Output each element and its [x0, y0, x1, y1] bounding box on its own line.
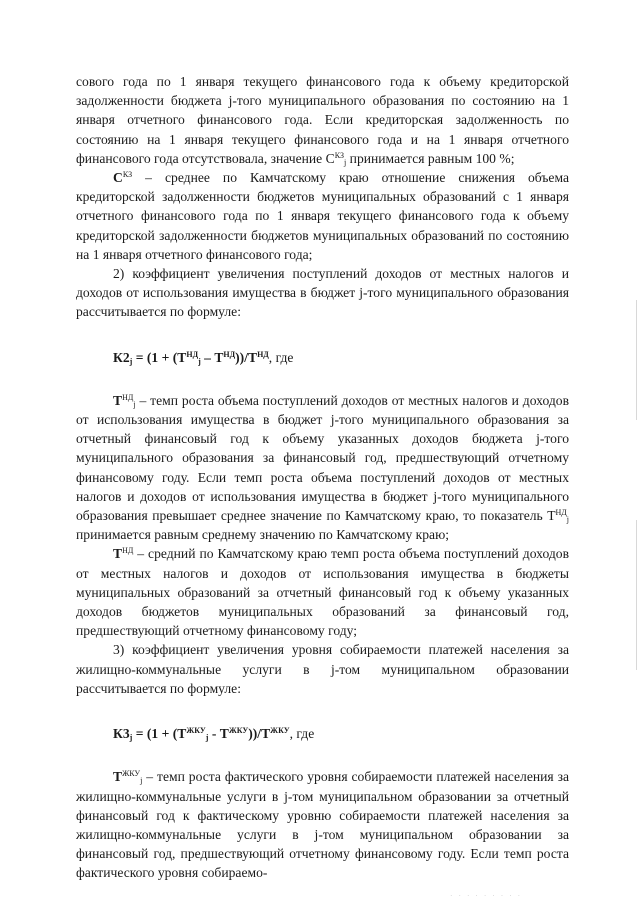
paragraph-1-text: сового года по 1 января текущего финансового года к объему кредиторской задолженности бюджета j-того муниципального образования по состоянию на 1 января отчетного финансового года. Если кредиторская задолженность по состоянию на 1 января текущего финансового года и на 1 января отчетного финансового года отсутствовала, значение С [76, 74, 569, 166]
formula-k3 [113, 724, 569, 743]
formula-k3-sup1: ЖКУ [186, 726, 206, 736]
formula-k2-minus: – Т [200, 349, 224, 365]
paragraph-4-text2: принимается равным среднему значению по Камчатскому краю; [76, 527, 450, 543]
paragraph-5-text: – средний по Камчатскому краю темп роста объема поступлений доходов от местных налогов и доходов от использования имущества в бюджеты муниципальных образований за отчетный финансовый год к объему указанных доходов бюджетов муниципальных образований за финансовый год, предшествующий отчетному финансовому году; [76, 546, 569, 639]
paragraph-2 [76, 168, 569, 264]
symbol-c-kz: С [113, 170, 123, 186]
paragraph-7-text: – темп роста фактического уровня собираемости платежей населения за жилищно-коммунальные услуги в j-том муниципальном образовании за отчетный финансовый год к фактическому уровню собираемости платежей населения за жилищно-коммунальные услуги в j-том муниципальном образовании за финансовый год, предшествующий отчетному финансовому году. Если темп роста фактического уровня собираемо- [76, 769, 569, 881]
formula-k2-name: К2 [113, 349, 130, 365]
formula-k2-eq: = (1 + (Т [132, 349, 187, 365]
symbol-t-nd-j-sup: НД [122, 392, 134, 402]
paragraph-3: 2) коэффициент увеличения поступлений доходов от местных налогов и доходов от использования имущества в бюджет j-того муниципального образования рассчитывается по формуле: [76, 266, 569, 320]
paragraph-5 [76, 544, 569, 640]
paragraph-7 [76, 767, 569, 882]
formula-k3-close: ))/Т [248, 726, 271, 742]
symbol-t-zhku-sup: ЖКУ [122, 769, 141, 779]
paragraph-6: 3) коэффициент увеличения уровня собираемости платежей населения за жилищно-коммунальные услуги в j-том муниципальном образовании рассчитывается по формуле: [76, 642, 569, 696]
formula-k2-sup2: НД [223, 349, 236, 359]
paragraph-1-sup: КЗ [334, 150, 345, 160]
formula-k3-sup3: ЖКУ [270, 726, 290, 736]
formula-k3-sub1: j [205, 733, 209, 743]
formula-k2 [113, 348, 569, 367]
scan-edge-mark [636, 520, 637, 670]
symbol-t-nd-j: Т [113, 392, 123, 408]
symbol-t-zhku: Т [113, 769, 123, 785]
formula-k2-sub: j [129, 356, 133, 366]
formula-k2-sup3: НД [257, 349, 269, 359]
paragraph-4-sub2: j [566, 515, 569, 525]
formula-k2-sub1: j [198, 356, 201, 366]
paragraph-4-text1: – темп роста объема поступлений доходов от местных налогов и доходов от использования имущества в бюджет j-того муниципального образования за отчетный финансовый год к объему указанных доходов бюджета j-того муниципального образования за финансовый год, предшествующий отчетному финансовому году. Если темп роста объема поступлений доходов от местных налогов и доходов от использования имущества в бюджет j-того муниципального образования превышает среднее значение по Камчатскому краю, то показатель Т [76, 392, 569, 524]
scan-footer-mark: · · · · · · · · · [450, 892, 522, 900]
formula-k3-name: К3 [113, 726, 130, 742]
paragraph-1-sub: j [344, 157, 347, 167]
paragraph-4-sup2: НД [555, 508, 567, 518]
symbol-t-nd: Т [113, 546, 123, 562]
formula-k3-minus: - Т [208, 726, 229, 742]
symbol-t-nd-sup: НД [122, 546, 134, 556]
document-page [76, 72, 569, 883]
formula-k2-close: ))/Т [235, 349, 258, 365]
formula-k3-sup2: ЖКУ [228, 726, 249, 736]
formula-k3-tail: , где [289, 726, 315, 742]
scan-edge-mark [636, 300, 637, 420]
paragraph-4 [76, 391, 569, 545]
paragraph-1 [76, 72, 569, 168]
formula-k3-sub: j [129, 733, 133, 743]
symbol-t-nd-j-sub: j [133, 399, 136, 409]
formula-k2-tail: , где [268, 349, 294, 365]
formula-k2-sup1: НД [186, 349, 199, 359]
paragraph-1-tail: принимается равным 100 %; [346, 150, 515, 166]
paragraph-2-text: – среднее по Камчатскому краю отношение снижения объема кредиторской задолженности бюджетов муниципальных образований с 1 января отчетного финансового года по 1 января текущего финансового года к объему кредиторской задолженности бюджетов муниципальных образований по состоянию на 1 января отчетного финансового года; [76, 170, 569, 262]
symbol-t-zhku-sub: j [140, 776, 143, 786]
symbol-c-kz-sup: КЗ [122, 170, 133, 180]
formula-k3-eq: = (1 + (Т [132, 726, 187, 742]
